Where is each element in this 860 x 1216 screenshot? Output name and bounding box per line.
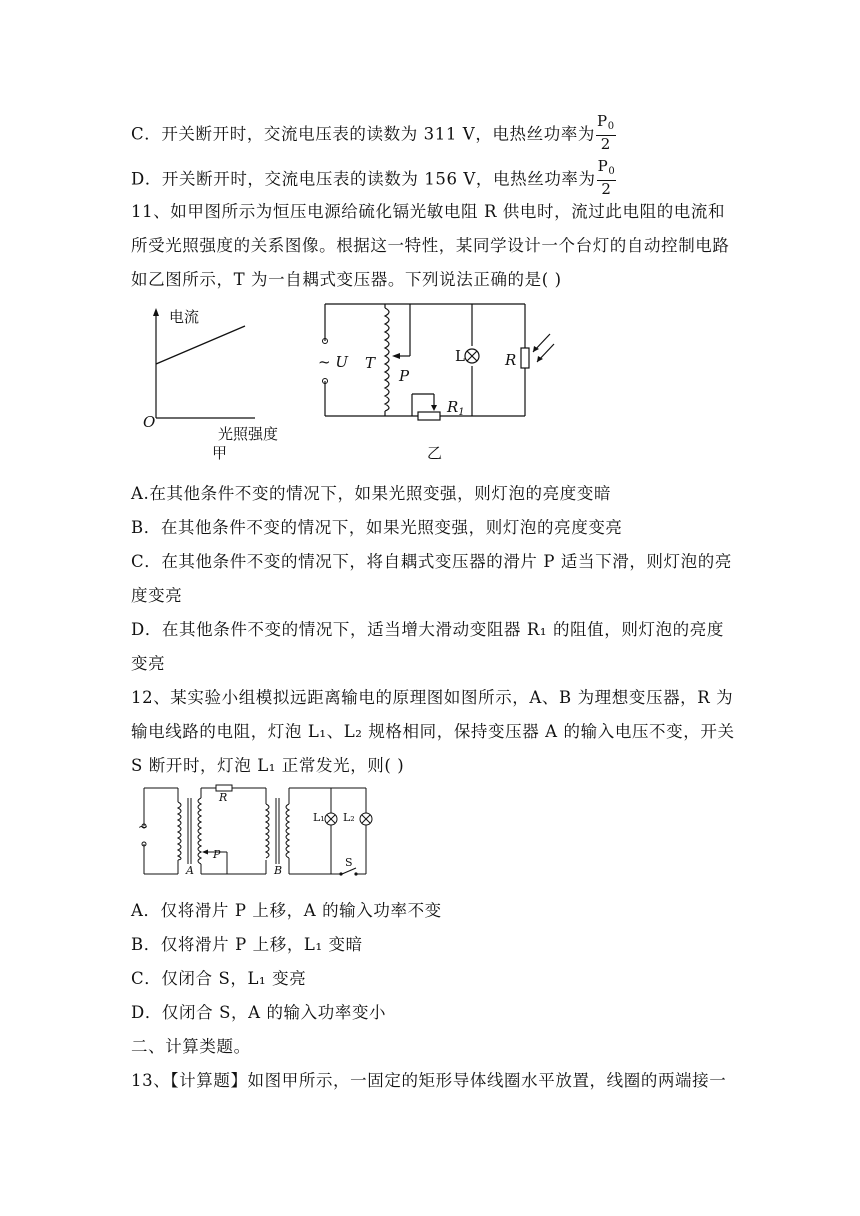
q11-stem-line-2: 所受光照强度的关系图像。根据这一特性，某同学设计一个台灯的自动控制电路	[131, 236, 730, 255]
q10-option-c: C．开关断开时，交流电压表的读数为 311 V，电热丝功率为 $\frac{P_0}{2}$	[131, 112, 615, 153]
q12-s-label: S	[345, 856, 353, 869]
rheostat-arrow	[431, 405, 437, 411]
q12-stem-line-3: S 断开时，灯泡 L₁ 正常发光，则( )	[131, 756, 405, 775]
q10-option-d: D．开关断开时，交流电压表的读数为 156 V，电热丝功率为 $\frac{P_0}{2}$	[131, 157, 616, 198]
slider-p-arrow	[202, 850, 208, 855]
y-axis-arrow	[153, 308, 159, 316]
q12-option-d: D．仅闭合 S，A 的输入功率变小	[131, 1003, 387, 1022]
rheostat-r1	[418, 412, 440, 420]
q13-stem: 13、【计算题】如图甲所示，一固定的矩形导体线圈水平放置，线圈的两端接一	[131, 1071, 727, 1090]
fraction-p0-over-2: $\frac{P_0}{2}$	[597, 157, 616, 198]
q11-option-c: C．在其他条件不变的情况下，将自耦式变压器的滑片 P 适当下滑，则灯泡的亮	[131, 552, 732, 571]
autotransformer-coil	[385, 308, 389, 411]
slider-p-label: P	[399, 367, 410, 385]
q12-l1-label: L₁	[313, 811, 325, 824]
lamp-l-label: L	[455, 347, 465, 365]
q11-option-c-cont: 度变亮	[131, 586, 183, 605]
slider-p-arrow	[392, 353, 400, 359]
q11-option-d-cont: 变亮	[131, 654, 166, 673]
section-heading: 二、计算类题。	[131, 1037, 251, 1056]
q11-option-b: B．在其他条件不变的情况下，如果光照变强，则灯泡的亮度变亮	[131, 518, 623, 537]
transformer-a-secondary	[198, 798, 201, 864]
ldr-r-label: R	[505, 351, 517, 369]
q11-stem-line-1: 11、如甲图所示为恒压电源给硫化镉光敏电阻 R 供电时，流过此电阻的电流和	[131, 202, 726, 221]
q12-option-a: A．仅将滑片 P 上移，A 的输入功率不变	[131, 901, 442, 920]
switch-contact	[339, 872, 342, 875]
q12-p-label: P	[213, 848, 221, 861]
x-axis-label: 光照强度	[218, 425, 279, 443]
rheostat-r1-label: $R_1$	[447, 398, 465, 418]
transformer-t-label: T	[365, 354, 376, 372]
transformer-a-primary	[178, 802, 181, 860]
q12-stem-line-1: 12、某实验小组模拟远距离输电的原理图如图所示，A、B 为理想变压器，R 为	[131, 688, 734, 707]
transformer-b-secondary	[286, 804, 289, 858]
q12-a-label: A	[186, 864, 194, 877]
switch-contact	[354, 872, 357, 875]
q12-option-b: B．仅将滑片 P 上移，L₁ 变暗	[131, 935, 363, 954]
y-axis-label: 电流	[169, 308, 200, 326]
transformer-b-primary	[266, 804, 269, 858]
figure-jia-caption: 甲	[212, 444, 228, 462]
q12-l2-label: L₂	[343, 811, 355, 824]
photoresistor-r	[521, 348, 529, 368]
current-line	[156, 326, 245, 364]
fraction-p0-over-2: $\frac{P_0}{2}$	[597, 112, 615, 153]
figure-yi-caption: 乙	[427, 444, 443, 462]
q11-stem-line-3: 如乙图所示，T 为一自耦式变压器。下列说法正确的是( )	[131, 270, 562, 289]
q12-r-label: R	[219, 791, 228, 804]
q12-stem-line-2: 输电线路的电阻，灯泡 L₁、L₂ 规格相同，保持变压器 A 的输入电压不变，开关	[131, 722, 735, 741]
source-u-label: ~ U	[318, 353, 348, 371]
q11-option-a: A.在其他条件不变的情况下，如果光照变强，则灯泡的亮度变暗	[131, 484, 612, 503]
q12-b-label: B	[274, 864, 283, 877]
q12-option-c: C．仅闭合 S，L₁ 变亮	[131, 969, 307, 988]
q11-option-d: D．在其他条件不变的情况下，适当增大滑动变阻器 R₁ 的阻值，则灯泡的亮度	[131, 620, 724, 639]
q12-source-label: ~	[138, 820, 149, 834]
origin-label: O	[143, 413, 156, 431]
